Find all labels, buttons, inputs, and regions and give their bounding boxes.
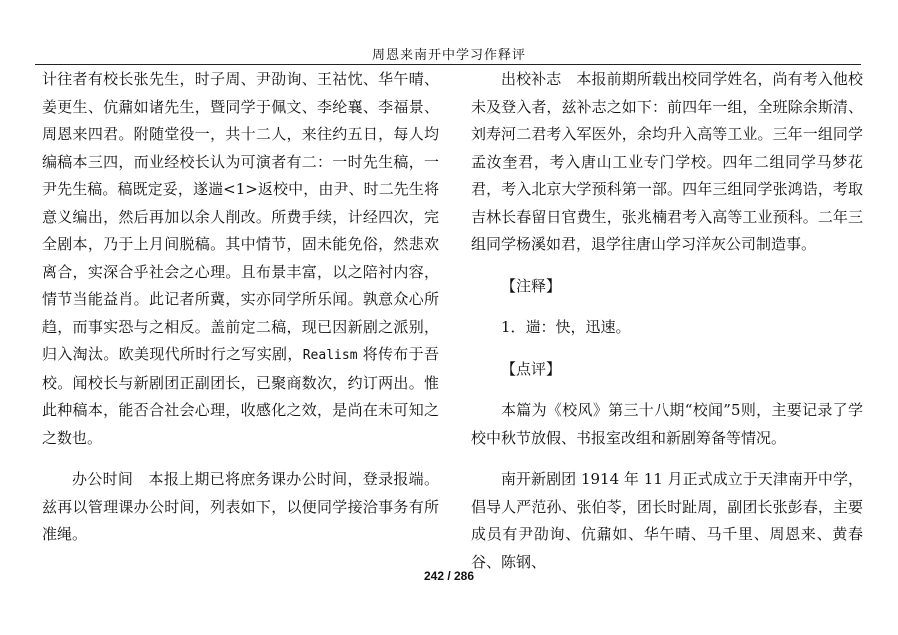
left-column	[42, 66, 439, 549]
page-number: 242 / 286	[423, 569, 475, 583]
comment-paragraph-2: 南开新剧团 1914 年 11 月正式成立于天津南开中学，倡导人严范孙、张伯苓，团长时趾周，副团长张彭春，主要成员有尹劭询、伉鼐如、华午晴、马千里、周恩来、黄春谷、陈钢、	[471, 470, 863, 571]
note-item: 1．遄：快，迅速。	[501, 318, 631, 336]
realism-term: Realism	[302, 348, 358, 363]
header-rule	[35, 64, 861, 65]
left-paragraph-tail: 将传布于吾校。闻校长与新剧团正副团长，已聚商数次，约订两出。惟此种稿本，能否合社会心理，收感化之效，是尚在未可知之之数也。	[42, 345, 439, 447]
running-header: 周恩来南开中学习作释评	[371, 48, 526, 63]
comment-paragraph-1: 本篇为《校风》第三十八期“校闻”5则，主要记录了学校中秋节放假、书报室改组和新剧筹备等情况。	[471, 401, 863, 447]
left-paragraph-text: 计往者有校长张先生，时子周、尹劭询、王祜忱、华午晴、姜更生、伉鼐如诸先生，暨同学于佩文、李纶襄、李福景、周恩来四君。附随堂役一，共十二人，来往约五日，每人均编稿本三四，而业经校长认为可演者有二：一时先生稿，一尹先生稿。稿既定妥，遂遄<1>返校中，由尹、时二先生将意义编出，然后再加以余人削改。所费手续，计经四次，完全剧本，乃于上月间脱稿。其中情节，固未能免俗，然悲欢离合，实深合乎社会之心理。且布景丰富，以之陪衬内容，情节当能益肖。此记者所冀，实亦同学所乐闻。孰意众心所趋，而事实恐与之相反。盖前定二稿，现已因新剧之派别，归入淘汰。欧美现代所时行之写实剧，	[42, 70, 439, 363]
left-paragraph-continued	[42, 66, 439, 452]
comment-heading: 【点评】	[501, 359, 562, 378]
supplement-paragraph: 出校补志 本报前期所载出校同学姓名，尚有考入他校未及登入者，兹补志之如下：前四年一组，全班除余斯清、刘寿河二君考入军医外，余均升入高等工业。三年一组同学孟汝奎君，考入唐山工业专门学校。四年二组同学马梦花君，考入北京大学预科第一部。四年三组同学张鸿诰，考取吉林长春留日官费生，张兆楠君考入高等工业预科。二年三组同学杨溪如君，退学往唐山学习洋灰公司制造事。	[471, 70, 863, 253]
notes-heading: 【注释】	[501, 276, 562, 295]
office-hours-paragraph: 办公时间 本报上期已将庶务课办公时间，登录报端。兹再以管理课办公时间，列表如下，以便同学接洽事务有所准绳。	[42, 470, 439, 543]
right-column	[471, 66, 863, 576]
